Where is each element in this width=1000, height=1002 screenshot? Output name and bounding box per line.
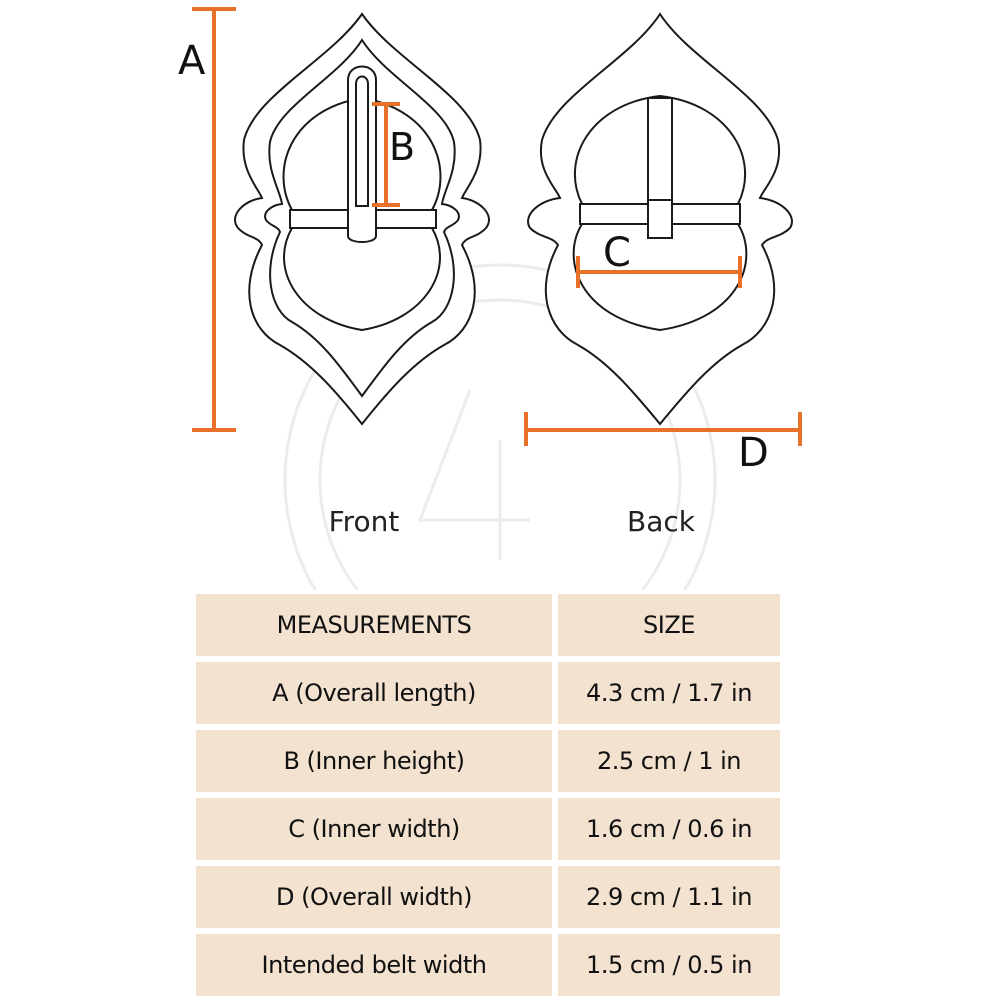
label-b: B (389, 125, 416, 169)
measurement-cell: B (Inner height) (196, 730, 552, 792)
label-a: A (178, 38, 206, 84)
front-buckle (235, 14, 489, 424)
table-row (196, 934, 780, 996)
size-cell: 1.6 cm / 0.6 in (558, 798, 780, 860)
label-d: D (738, 430, 769, 476)
back-caption: Back (627, 505, 695, 538)
table-row (196, 662, 780, 724)
table-header-row (196, 594, 780, 656)
size-cell: 1.5 cm / 0.5 in (558, 934, 780, 996)
measurement-cell: Intended belt width (196, 934, 552, 996)
measurements-table (196, 594, 780, 1002)
table-row (196, 730, 780, 792)
table-row (196, 866, 780, 928)
size-cell: 4.3 cm / 1.7 in (558, 662, 780, 724)
label-c: C (603, 230, 631, 276)
header-size: SIZE (558, 594, 780, 656)
measurement-cell: A (Overall length) (196, 662, 552, 724)
measurement-cell: C (Inner width) (196, 798, 552, 860)
measurement-cell: D (Overall width) (196, 866, 552, 928)
table-row (196, 798, 780, 860)
back-buckle (528, 14, 792, 424)
front-caption: Front (328, 505, 400, 538)
size-cell: 2.9 cm / 1.1 in (558, 866, 780, 928)
size-cell: 2.5 cm / 1 in (558, 730, 780, 792)
header-measurements: MEASUREMENTS (196, 594, 552, 656)
